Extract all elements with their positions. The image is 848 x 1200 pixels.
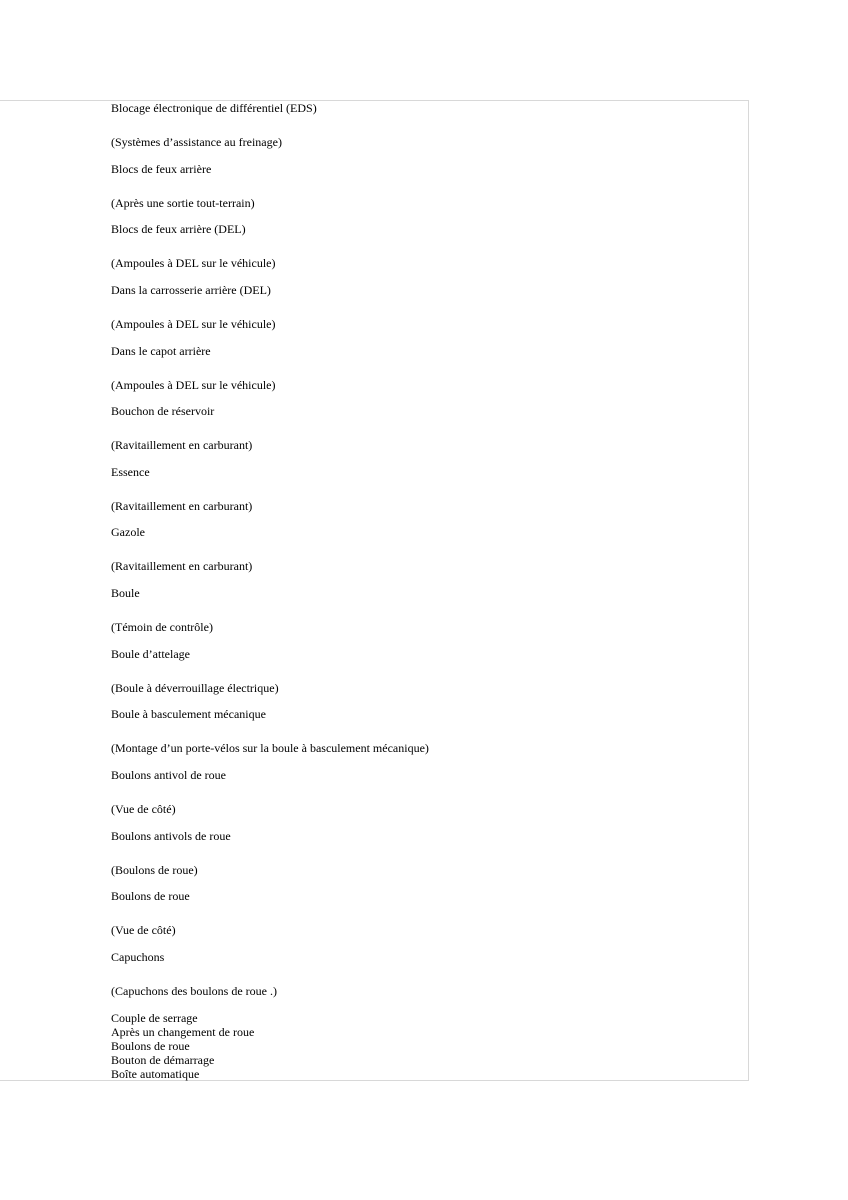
index-reference: (Témoin de contrôle) [111, 620, 213, 634]
index-reference: (Ampoules à DEL sur le véhicule) [111, 256, 276, 270]
index-reference: (Systèmes d’assistance au freinage) [111, 135, 282, 149]
index-term: Bouton de démarrage [111, 1053, 215, 1067]
index-reference: (Ravitaillement en carburant) [111, 559, 253, 573]
index-term: Boîte automatique [111, 1067, 200, 1081]
index-term: Couple de serrage [111, 1011, 198, 1025]
index-reference: (Montage d’un porte-vélos sur la boule à basculement mécanique) [111, 741, 429, 755]
index-term: Boulons de roue [111, 1039, 190, 1053]
index-reference: (Vue de côté) [111, 923, 176, 937]
index-reference: (Ampoules à DEL sur le véhicule) [111, 317, 276, 331]
index-term: Blocs de feux arrière [111, 162, 212, 176]
index-term: Boulons antivol de roue [111, 768, 226, 782]
index-term: Boulons antivols de roue [111, 829, 231, 843]
index-term: Essence [111, 465, 150, 479]
index-reference: (Après une sortie tout-terrain) [111, 196, 255, 210]
index-reference: (Capuchons des boulons de roue .) [111, 984, 277, 998]
index-term: Blocage électronique de différentiel (EDS) [111, 101, 317, 115]
index-reference: (Boulons de roue) [111, 863, 198, 877]
index-term: Capuchons [111, 950, 165, 964]
index-reference: (Ravitaillement en carburant) [111, 438, 253, 452]
index-reference: (Ampoules à DEL sur le véhicule) [111, 378, 276, 392]
index-reference: (Ravitaillement en carburant) [111, 499, 253, 513]
index-term: Boule [111, 586, 140, 600]
index-term: Boulons de roue [111, 889, 190, 903]
index-reference: (Boule à déverrouillage électrique) [111, 681, 279, 695]
index-term: Boule d’attelage [111, 647, 190, 661]
index-term: Dans la carrosserie arrière (DEL) [111, 283, 271, 297]
index-reference: (Vue de côté) [111, 802, 176, 816]
index-term: Après un changement de roue [111, 1025, 255, 1039]
index-term: Gazole [111, 525, 145, 539]
index-term: Bouchon de réservoir [111, 404, 215, 418]
index-term: Dans le capot arrière [111, 344, 211, 358]
index-term: Blocs de feux arrière (DEL) [111, 222, 246, 236]
index-term: Boule à basculement mécanique [111, 707, 266, 721]
